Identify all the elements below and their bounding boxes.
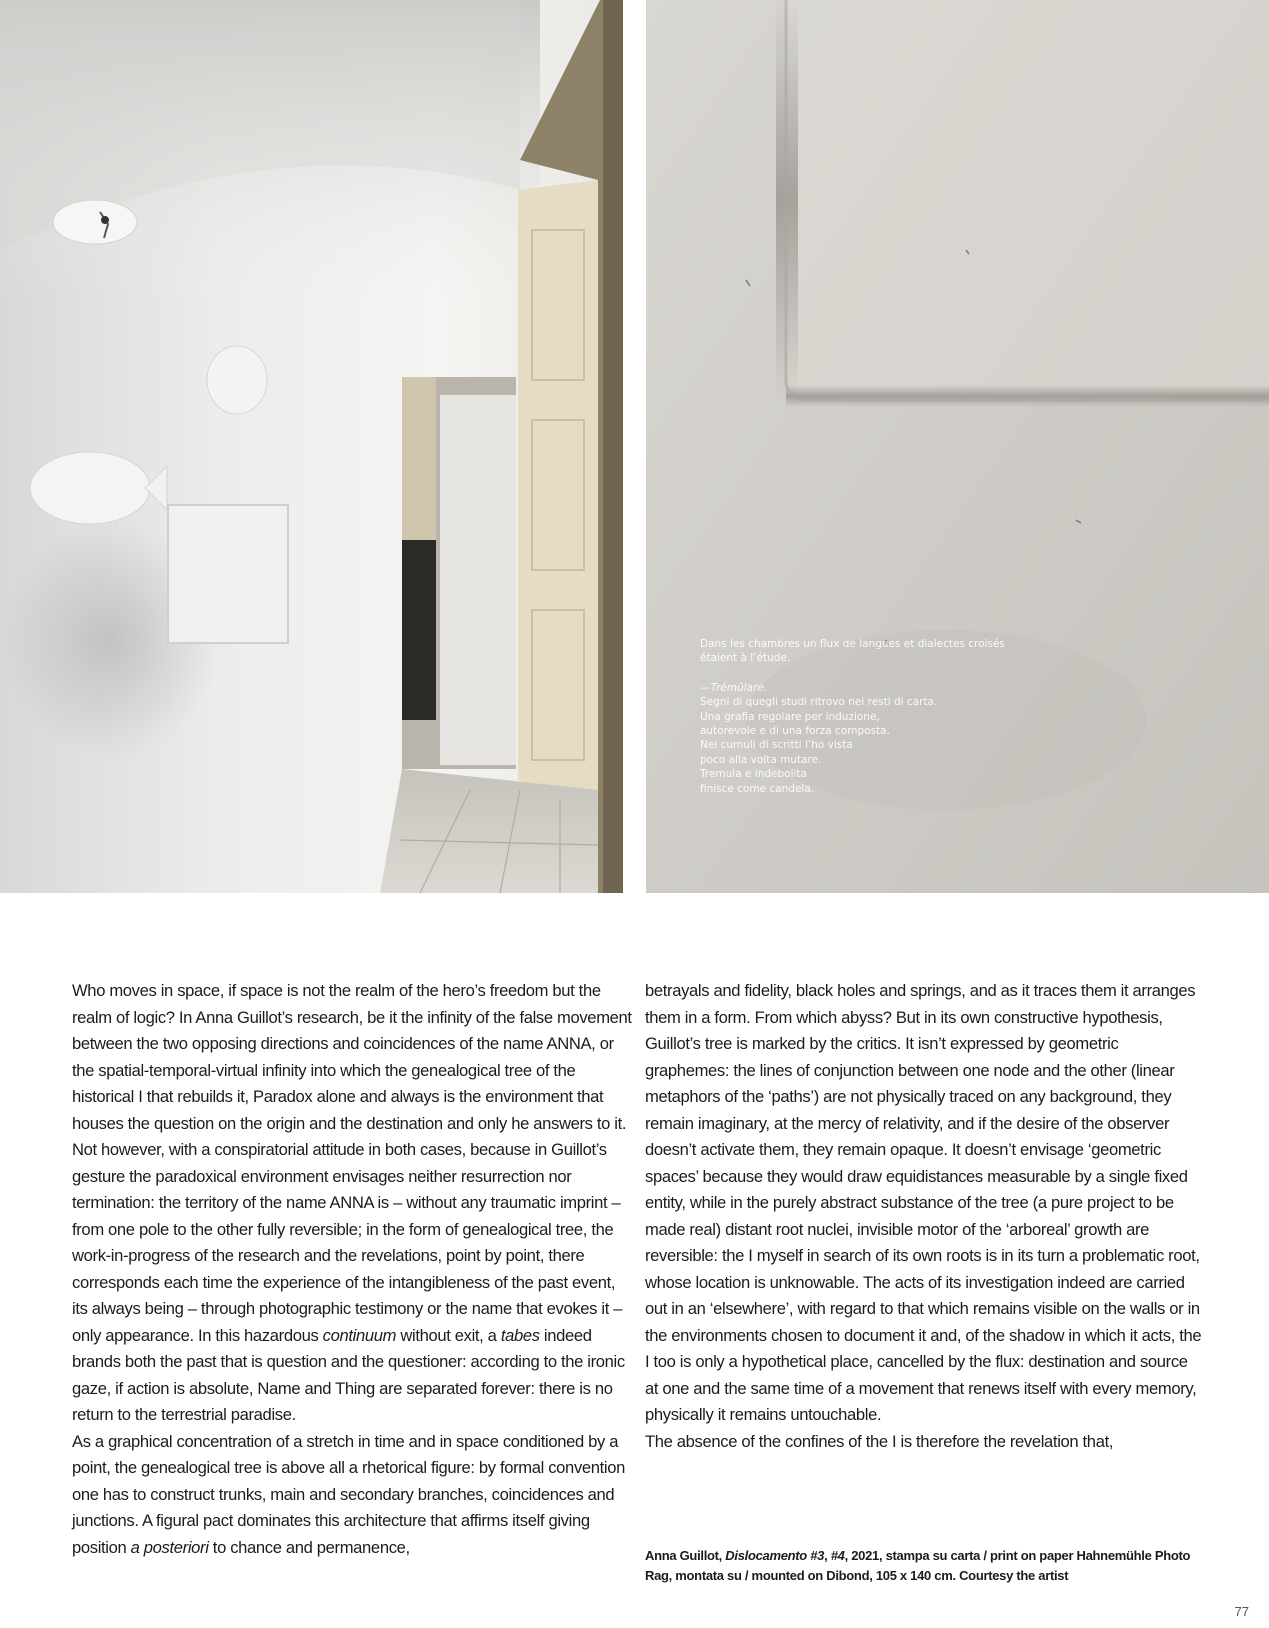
italic-term: a posteriori <box>130 1537 209 1557</box>
essay-paragraph <box>72 978 632 1429</box>
essay-paragraph <box>72 1429 632 1562</box>
caption-separator: , <box>824 1548 831 1563</box>
essay-paragraph: The absence of the confines of the I is therefore the revelation that, <box>645 1431 1114 1451</box>
text-run: indeed brands both the past that is question and the questioner: according to the ironic gaze, if action is absolute, Name and Thing are separated forever: there is no return to the terrestrial paradise. <box>72 1325 625 1424</box>
essay-column-right <box>645 978 1205 1455</box>
poem-line: Tremula e indebolita <box>700 768 807 781</box>
poem-line: Nei cumuli di scritti l’ho vista <box>700 739 853 752</box>
italic-term: continuum <box>322 1325 397 1345</box>
poem-line: finisce come candela. <box>700 782 815 795</box>
poem-overlay <box>700 637 1030 796</box>
image-caption <box>645 1546 1205 1586</box>
poem-line: Dans les chambres un flux de langues et dialectes croisés <box>700 638 1005 650</box>
italic-term: tabes <box>500 1325 540 1345</box>
poem-line: Una grafia regolare per induzione, <box>700 710 880 723</box>
text-run: Who moves in space, if space is not the realm of the hero’s freedom but the realm of logic? In Anna Guillot’s research, be it the infinity of the false movement between the two opposing directions and coincidences of the name ANNA, or the spatial-temporal-virtual infinity into which the genealogical tree of the historical I that rebuilds it, Paradox alone and always is the environment that houses the question on the origin and the destination and only he answers to it. Not however, with a conspiratorial attitude in both cases, because in Guillot’s gesture the paradoxical environment envisages neither resurrection nor termination: the territory of the name ANNA is – without any traumatic imprint – from one pole to the other fully reversible; in the form of genealogical tree, the work-in-progress of the research and the revelations, point by point, there corresponds each time the experience of the intangibleness of the past event, its always being – through photographic testimony or the name that evokes it – only appearance. In this hazardous <box>72 981 632 1345</box>
caption-artist: Anna Guillot, <box>645 1548 726 1563</box>
poem-line: étaient à l’étude. <box>700 652 791 665</box>
text-run: to chance and permanence, <box>208 1537 410 1557</box>
poem-line: poco alla volta mutare. <box>700 753 822 766</box>
interior-photo-illustration <box>0 0 623 893</box>
poem-line: Segni di quegli studi ritrovo nei resti di carta. <box>700 696 938 709</box>
caption-work-title: Dislocamento #3 <box>725 1548 825 1563</box>
page-number: 77 <box>1234 1604 1249 1619</box>
poem-line: autorevole e di una forza composta. <box>700 725 890 738</box>
caption-details: , 2021, stampa su carta / print on paper Hahnemühle Photo Rag, montata su / mounted on Dibond, 105 x 140 cm. Courtesy the artist <box>645 1548 1191 1583</box>
poem-title: —Trĕmŭlare. <box>700 681 768 694</box>
caption-work-title: #4 <box>830 1548 845 1563</box>
text-run: As a graphical concentration of a stretch in time and in space conditioned by a point, the genealogical tree is above all a rhetorical figure: by formal convention one has to construct trunks, main and secondary branches, coincidences and junctions. A figural pact dominates this architecture that affirms itself giving position <box>72 1431 625 1557</box>
text-run: without exit, a <box>396 1325 501 1345</box>
photo-interior-doorway <box>0 0 623 893</box>
essay-column-left <box>72 978 632 1561</box>
essay-paragraph: betrayals and fidelity, black holes and springs, and as it traces them it arranges them in a form. From which abyss? But in its own constructive hypothesis, Guillot’s tree is marked by the critics. It isn’t expressed by geometric graphemes: the lines of conjunction between one node and the other (linear metaphors of the ‘paths’) are not physically traced on any background, they remain imaginary, at the mercy of relativity, and if the desire of the observer doesn’t activate them, they remain opaque. It doesn’t envisage ‘geometric spaces’ because they would draw equidistances measurable by a single fixed entity, while in the purely abstract substance of the tree (a pure project to be made real) distant root nuclei, invisible motor of the ‘arboreal’ growth are reversible: the I myself in search of its own roots is in its turn a problematic root, whose location is unknowable. The acts of its investigation indeed are carried out in an ‘elsewhere’, with regard to that which remains visible on the walls or in the environments chosen to document it and, of the shadow in which it acts, the I too is only a hypothetical place, cancelled by the flux: destination and source at one and the same time of a movement that renews itself with every memory, physically it remains untouchable. <box>645 981 1202 1424</box>
